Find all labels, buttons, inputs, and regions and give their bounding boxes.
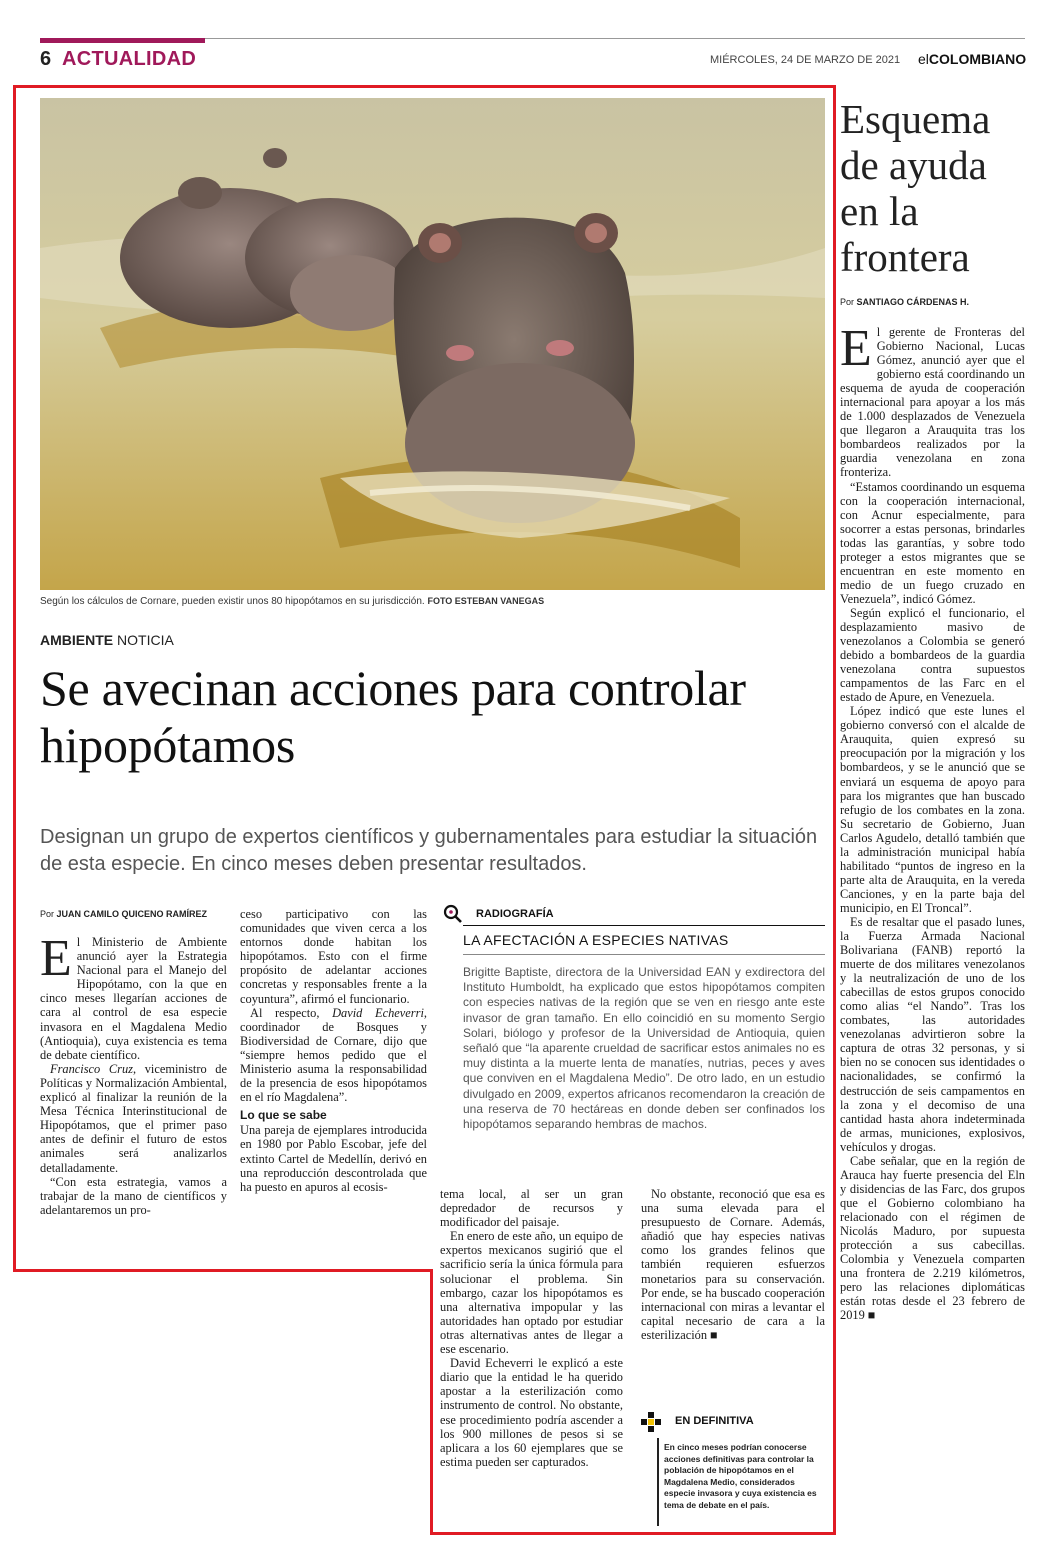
col1-paragraph-3: “Con esta estrategia, vamos a trabajar de la mano de científicos y adelantaremos un pro- [40,1174,227,1217]
byline-name: JUAN CAMILO QUICENO RAMÍREZ [56,909,208,919]
article-column-4 [641,1187,825,1342]
col1-paragraph-1: l Ministerio de Ambiente anunció ayer la Estrategia Nacional para el Manejo del Hipopótamo, con la que en cinco meses llegarían acciones de cara al control de esa especie invasora en el Magdalena Medio (Antioquia), cuya existencia es tema de debate científico. [40,935,227,1062]
sidebar-paragraph-4: López indicó que este lunes el gobierno conversó con el alcalde de Arauquita, quien expresó su preocupación por la migración y los bombardeos, y se le anunció que se enviará un esquema de apoyo para para los migrantes que han buscado refugio de los combates en la zona. Su secretario de Gobierno, Juan Carlos Agudelo, detalló también que la administración municipal había habilitado “puntos de ingreso en la parte alta de Arauquita, en la vereda Canciones, y en la parte baja del municipio, en El Troncal”. [840,704,1025,915]
kicker-section: AMBIENTE [40,632,114,648]
frame-left [13,85,16,1272]
radiografia-title: LA AFECTACIÓN A ESPECIES NATIVAS [463,932,729,948]
col2-person-name: David Echeverri [332,1005,424,1020]
drop-cap: E [40,930,72,987]
article-byline [40,909,207,919]
frame-right [833,85,836,1535]
end-mark: ■ [710,1327,718,1342]
article-kicker [40,632,174,648]
radiografia-rule-bottom [463,954,825,955]
section-accent-bar [40,38,205,43]
frame-top [13,85,836,88]
article-column-2 [240,907,427,1194]
col3-paragraph-3: David Echeverri le explicó a este diario que la entidad le ha querido apostar a la esterilización como instrumento de control. No obstante, ese procedimiento podría ascender a los 900 millones de pesos si se aplicara a los 60 ejemplares que se estima pueden ser capturados. [440,1356,623,1469]
col2-paragraph-1: ceso participativo con las comunidades que viven cerca a los entornos donde habitan los hipopótamos. Esto con el firme propósito de adelantar acciones concretas y responsables frente a la coyuntura”, afirmó el funcionario. [240,907,427,1006]
frame-step [13,1269,433,1272]
sidebar-drop-cap: E [840,320,872,377]
sidebar-byline [840,297,969,307]
sidebar-body [840,320,1025,1323]
sidebar-byline-name: SANTIAGO CÁRDENAS H. [856,297,970,307]
sidebar-paragraph-1: l gerente de Fronteras del Gobierno Nacional, Lucas Gómez, anunció ayer que el gobierno está coordinando un esquema de ayuda de cooperación internacional para apoyar a los más de 1.000 desplazados de Venezuela que llegaron a Arauquita tras los bombardeos realizados por la guardia venezolana en zona fronteriza. [840,325,1025,480]
magnifier-icon [443,904,463,924]
col2-paragraph-3: Una pareja de ejemplares introducida en 1980 por Pablo Escobar, jefe del extinto Cartel de Medellín, derivó en una reproducción descontrolada que ha puesto en apuros al ecosis- [240,1123,427,1194]
photo-credit: FOTO ESTEBAN VANEGAS [427,596,545,606]
sidebar-paragraph-3: Según explicó el funcionario, el desplazamiento masivo de venezolanos a Colombia se generó debido a bombardeos de la guardia venezolana contra supuestos campamentos de las Farc en el estado de Apure, en Venezuela. [840,605,1025,705]
sidebar-byline-prefix: Por [840,297,855,307]
section-title: ACTUALIDAD [62,48,197,70]
hippo-illustration [40,98,825,590]
hippo-photo [40,98,825,590]
article-headline: Se avecinan acciones para controlar hipopótamos [40,660,746,773]
col3-paragraph-2: En enero de este año, un equipo de expertos mexicanos sugirió que el sacrificio sería la única fórmula para solucionar el problema. Sin embargo, cazar los hipopótamos es una alternativa impopular y las autoridades han optado por estudiar otras alternativas antes de llegar a ese escenario. [440,1229,623,1357]
byline-prefix: Por [40,909,55,919]
article-column-1 [40,930,227,1217]
photo-caption [40,596,544,607]
col1-paragraph-2: , viceministro de Políticas y Normalización Ambiental, explicó al finalizar la reunión de la Mesa Técnica Interinstitucional de Hipopótamos, que el primer paso antes de definir el futuro de estos animales será analizarlos detalladamente. [40,1061,227,1175]
col1-person-name: Francisco Cruz [50,1061,133,1076]
subhead-lo-que-se-sabe: Lo que se sabe [240,1108,327,1123]
radiografia-label: RADIOGRAFÍA [476,908,554,920]
caption-text: Según los cálculos de Cornare, pueden existir unos 80 hipopótamos en su jurisdicción. [40,596,425,607]
brand-name: COLOMBIANO [928,51,1027,67]
radiografia-rule [463,925,825,926]
sidebar-headline: Esquema de ayuda en la frontera [840,96,991,280]
en-definitiva-label: EN DEFINITIVA [675,1415,754,1427]
frame-bottom [430,1532,836,1535]
frame-inner-left [430,1269,433,1535]
en-definitiva-text: En cinco meses podrían conocerse acciones definitivas para controlar la población de hipopótamos en el Magdalena Medio, considerados especie invasora y cuya existencia es tema de debate en el país. [664,1442,817,1510]
article-dek: Designan un grupo de expertos científicos y gubernamentales para estudiar la situación de esta especie. En cinco meses deben presentar resultados. [40,826,818,875]
kicker-type: NOTICIA [117,632,174,648]
issue-date: MIÉRCOLES, 24 DE MARZO DE 2021 [710,54,901,66]
sidebar-end-mark: ■ [867,1308,876,1323]
highlight-icon [641,1412,661,1432]
col2-paragraph-2: , coordinador de Bosques y Biodiversidad de Cornare, dijo que “siempre hemos pedido que el Ministerio asuma la responsabilidad de la presencia de esos hipopótamos en el río Magdalena”. [240,1005,427,1105]
newspaper-logo [918,51,1026,67]
page-number: 6 [40,48,52,70]
sidebar-paragraph-5: Es de resaltar que el pasado lunes, la Fuerza Armada Nacional Bolivariana (FANB) reportó la muerte de dos militares venezolanos y la neutralización de uno de los cabecillas de estos grupos conocido como alias “el Nando”. Tras los combates, las autoridades venezolanas advirtieron sobre la captura de otras 32 personas, y si bien no se conocen sus identidades o nacionalidades, se confirmó la destrucción de seis campamentos en la zona y el decomiso de una cantidad hasta ahora indeterminada de armas, municiones, explosivos, vehículos y drogas. [840,914,1025,1154]
col2-paragraph-2-lead: Al respecto, [250,1005,333,1020]
sidebar-paragraph-2: “Estamos coordinando un esquema con la cooperación internacional, con Acnur especialmente, para socorrer a estas personas, brindarles todas las garantías, y sobre todo proteger a estos migrantes que se encuentran en este momento en medio de un fuego cruzado en Venezuela”, indicó Gómez. [840,479,1025,606]
brand-prefix: el [918,51,929,67]
article-column-3 [440,1187,623,1469]
col4-paragraph-1: No obstante, reconoció que esa es una suma elevada para el presupuesto de Cornare. Además, añadió que hay especies nativas como los grandes felinos que también requieren esfuerzos monetarios para su conservación. Por ende, se ha buscado cooperación internacional con miras a levantar el capital necesario de cara a la esterilización [641,1187,825,1342]
radiografia-body: Brigitte Baptiste, directora de la Universidad EAN y exdirectora del Instituto Humboldt, ha explicado que estos hipopótamos compiten con especies nativas de la región que se ven en riesgo ante este invasor de gran tamaño. En ello coincidió en su momento Sergio Solari, biólogo y profesor de la Universidad de Antioquia, quien señaló que “la aparente crueldad de sacrificar estos animales no es muy distinta a la muerte lenta de manatíes, nutrias, peces y aves que conviven en el Magdalena Medio”. De otro lado, en un estudio divulgado en 2009, expertos africanos recomendaron la creación de una reserva de 70 hectáreas en donde deben ser confinados los hipopótamos separando hembras de machos. [463,965,825,1132]
sidebar-paragraph-6: Cabe señalar, que en la región de Arauca hay fuerte presencia del Eln y disidencias de las Farc, dos grupos que el Gobierno colombiano ha relacionado con el régimen de Nicolás Maduro, por supuesta protección a sus cabecillas. Colombia y Venezuela comparten una frontera de 2.219 kilómetros, pero las relaciones diplomáticas están rotas desde el 23 febrero de 2019 [840,1153,1025,1323]
col3-paragraph-1: tema local, al ser un gran depredador de recursos y modificador del paisaje. [440,1187,623,1230]
